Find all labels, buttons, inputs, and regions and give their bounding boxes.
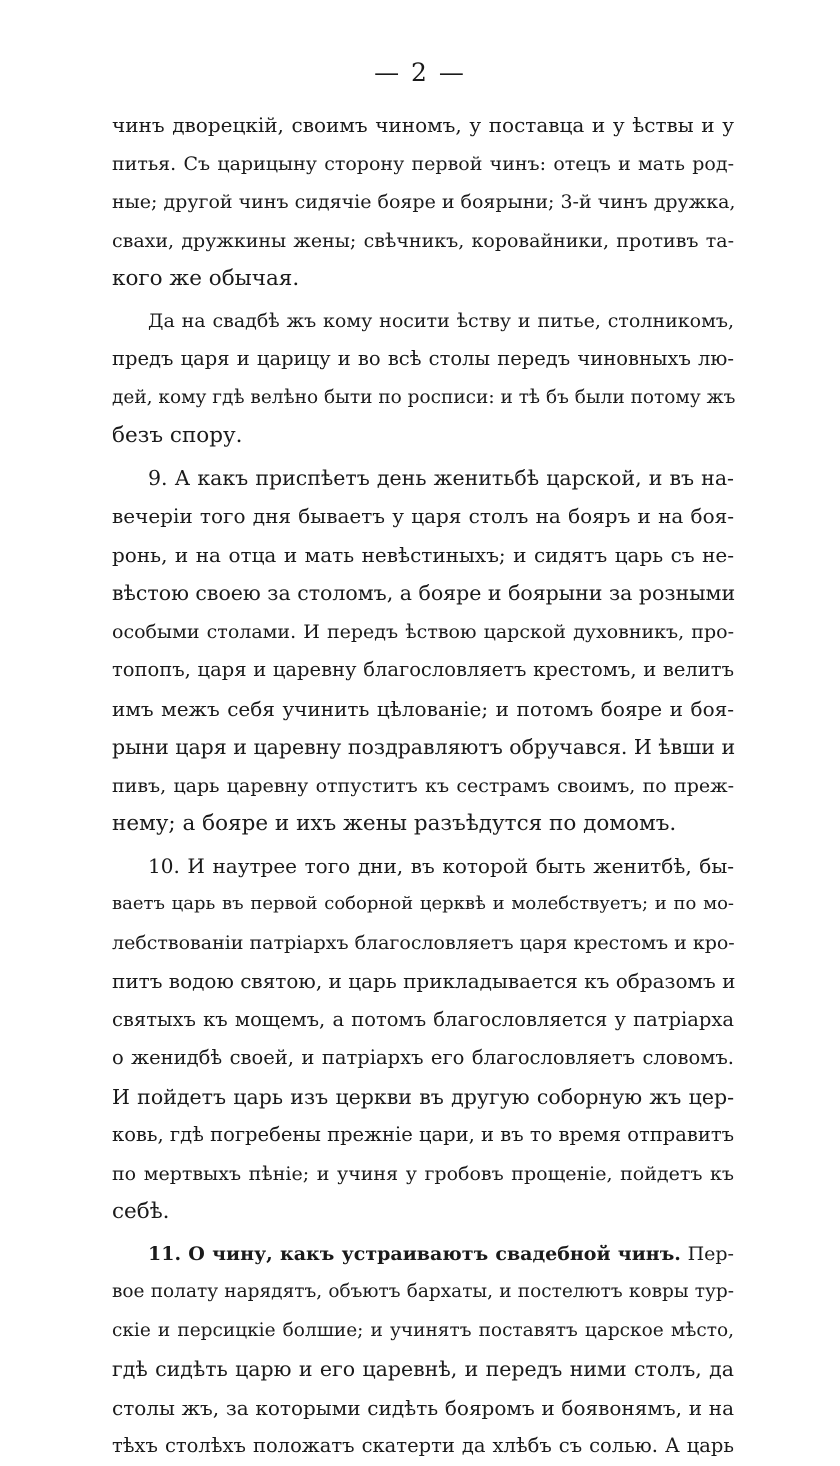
text-line: имъ межъ себя учинить цѣлованіе; и потомъ бояре и боя- [112, 696, 734, 721]
page-number: — 2 — [374, 58, 466, 87]
heading-line-rest: Пер- [687, 1242, 734, 1265]
text-line: ронь, и на отца и мать невѣстиныхъ; и сидятъ царь съ не- [112, 542, 734, 567]
text-line: Да на свадбѣ жъ кому носити ѣству и питье, столникомъ, [148, 309, 734, 332]
text-line: дей, кому гдѣ велѣно быти по росписи: и тѣ бъ были потому жъ [112, 386, 736, 408]
text-line: питъ водою святою, и царь прикладывается къ образомъ и [112, 969, 736, 993]
text-line: нему; а бояре и ихъ жены разъѣдутся по домомъ. [112, 811, 677, 836]
text-line: ваетъ царь въ первой соборной церквѣ и молебствуетъ; и по мо- [112, 893, 734, 914]
text-line: святыхъ къ мощемъ, а потомъ благословляется у патріарха [112, 1007, 734, 1031]
text-line: скіе и персицкіе болшие; и учинятъ поставятъ царское мѣсто, [112, 1319, 734, 1341]
text-line: свахи, дружкины жены; свѣчникъ, коровайники, противъ та- [112, 229, 734, 252]
text-line: столы жъ, за которыми сидѣть бояромъ и боявонямъ, и на [112, 1395, 734, 1420]
text-line: тѣхъ столѣхъ положатъ скатерти да хлѣбъ съ солью. А царь [112, 1434, 734, 1457]
text-line: особыми столами. И передъ ѣствою царской духовникъ, про- [112, 620, 734, 643]
paragraph-9 [112, 459, 734, 844]
text-line: вое полату нарядятъ, объютъ бархаты, и постелютъ ковры тур- [112, 1281, 734, 1302]
text-line: топопъ, царя и царевну благословляетъ крестомъ, и велитъ [112, 658, 734, 681]
text-line: пивъ, царь царевну отпуститъ къ сестрамъ своимъ, по преж- [112, 774, 734, 797]
paragraph-10 [112, 847, 734, 1232]
text-line: себѣ. [112, 1199, 170, 1224]
text-line: предъ царя и царицу и во всѣ столы передъ чиновныхъ лю- [112, 347, 734, 370]
text-line: кого же обычая. [112, 266, 300, 291]
text-line: гдѣ сидѣть царю и его царевнѣ, и передъ ними столъ, да [112, 1357, 734, 1381]
text-line: ные; другой чинъ сидячіе бояре и боярыни; 3-й чинъ дружка, [112, 191, 736, 213]
text-line: 9. А какъ приспѣетъ день женитьбѣ царской, и въ на- [148, 465, 734, 490]
body-text [112, 106, 734, 1466]
paragraph-2 [112, 302, 734, 456]
text-line: вѣстою своею за столомъ, а бояре и боярыни за розными [112, 581, 736, 605]
text-line: вечеріи того дня бываетъ у царя столъ на бояръ и на боя- [112, 504, 734, 528]
text-line: рыни царя и царевну поздравляютъ обручався. И ѣвши и [112, 735, 736, 759]
text-line: по мертвыхъ пѣніе; и учиня у гробовъ прощеніе, пойдетъ къ [112, 1162, 734, 1185]
text-line: 10. И наутрее того дни, въ которой быть женитбѣ, бы- [148, 853, 734, 878]
text-line: о женидбѣ своей, и патріархъ его благословляетъ словомъ. [112, 1046, 734, 1069]
text-line: чинъ дворецкій, своимъ чиномъ, у поставца и у ѣствы и у [112, 113, 734, 137]
text-line: питья. Съ царицыну сторону первой чинъ: отецъ и мать род- [112, 152, 734, 175]
section-heading: 11. О чину, какъ устраиваютъ свадебной чинъ. [148, 1242, 681, 1265]
text-line: И пойдетъ царь изъ церкви въ другую соборную жъ цер- [112, 1084, 734, 1109]
text-line: безъ спору. [112, 423, 243, 448]
paragraph-11 [112, 1235, 734, 1466]
paragraph-1 [112, 106, 734, 299]
text-line [112, 1235, 734, 1274]
text-line: ковь, гдѣ погребены прежніе цари, и въ то время отправитъ [112, 1123, 735, 1146]
text-line: лебствованіи патріархъ благословляетъ царя крестомъ и кро- [112, 931, 735, 954]
